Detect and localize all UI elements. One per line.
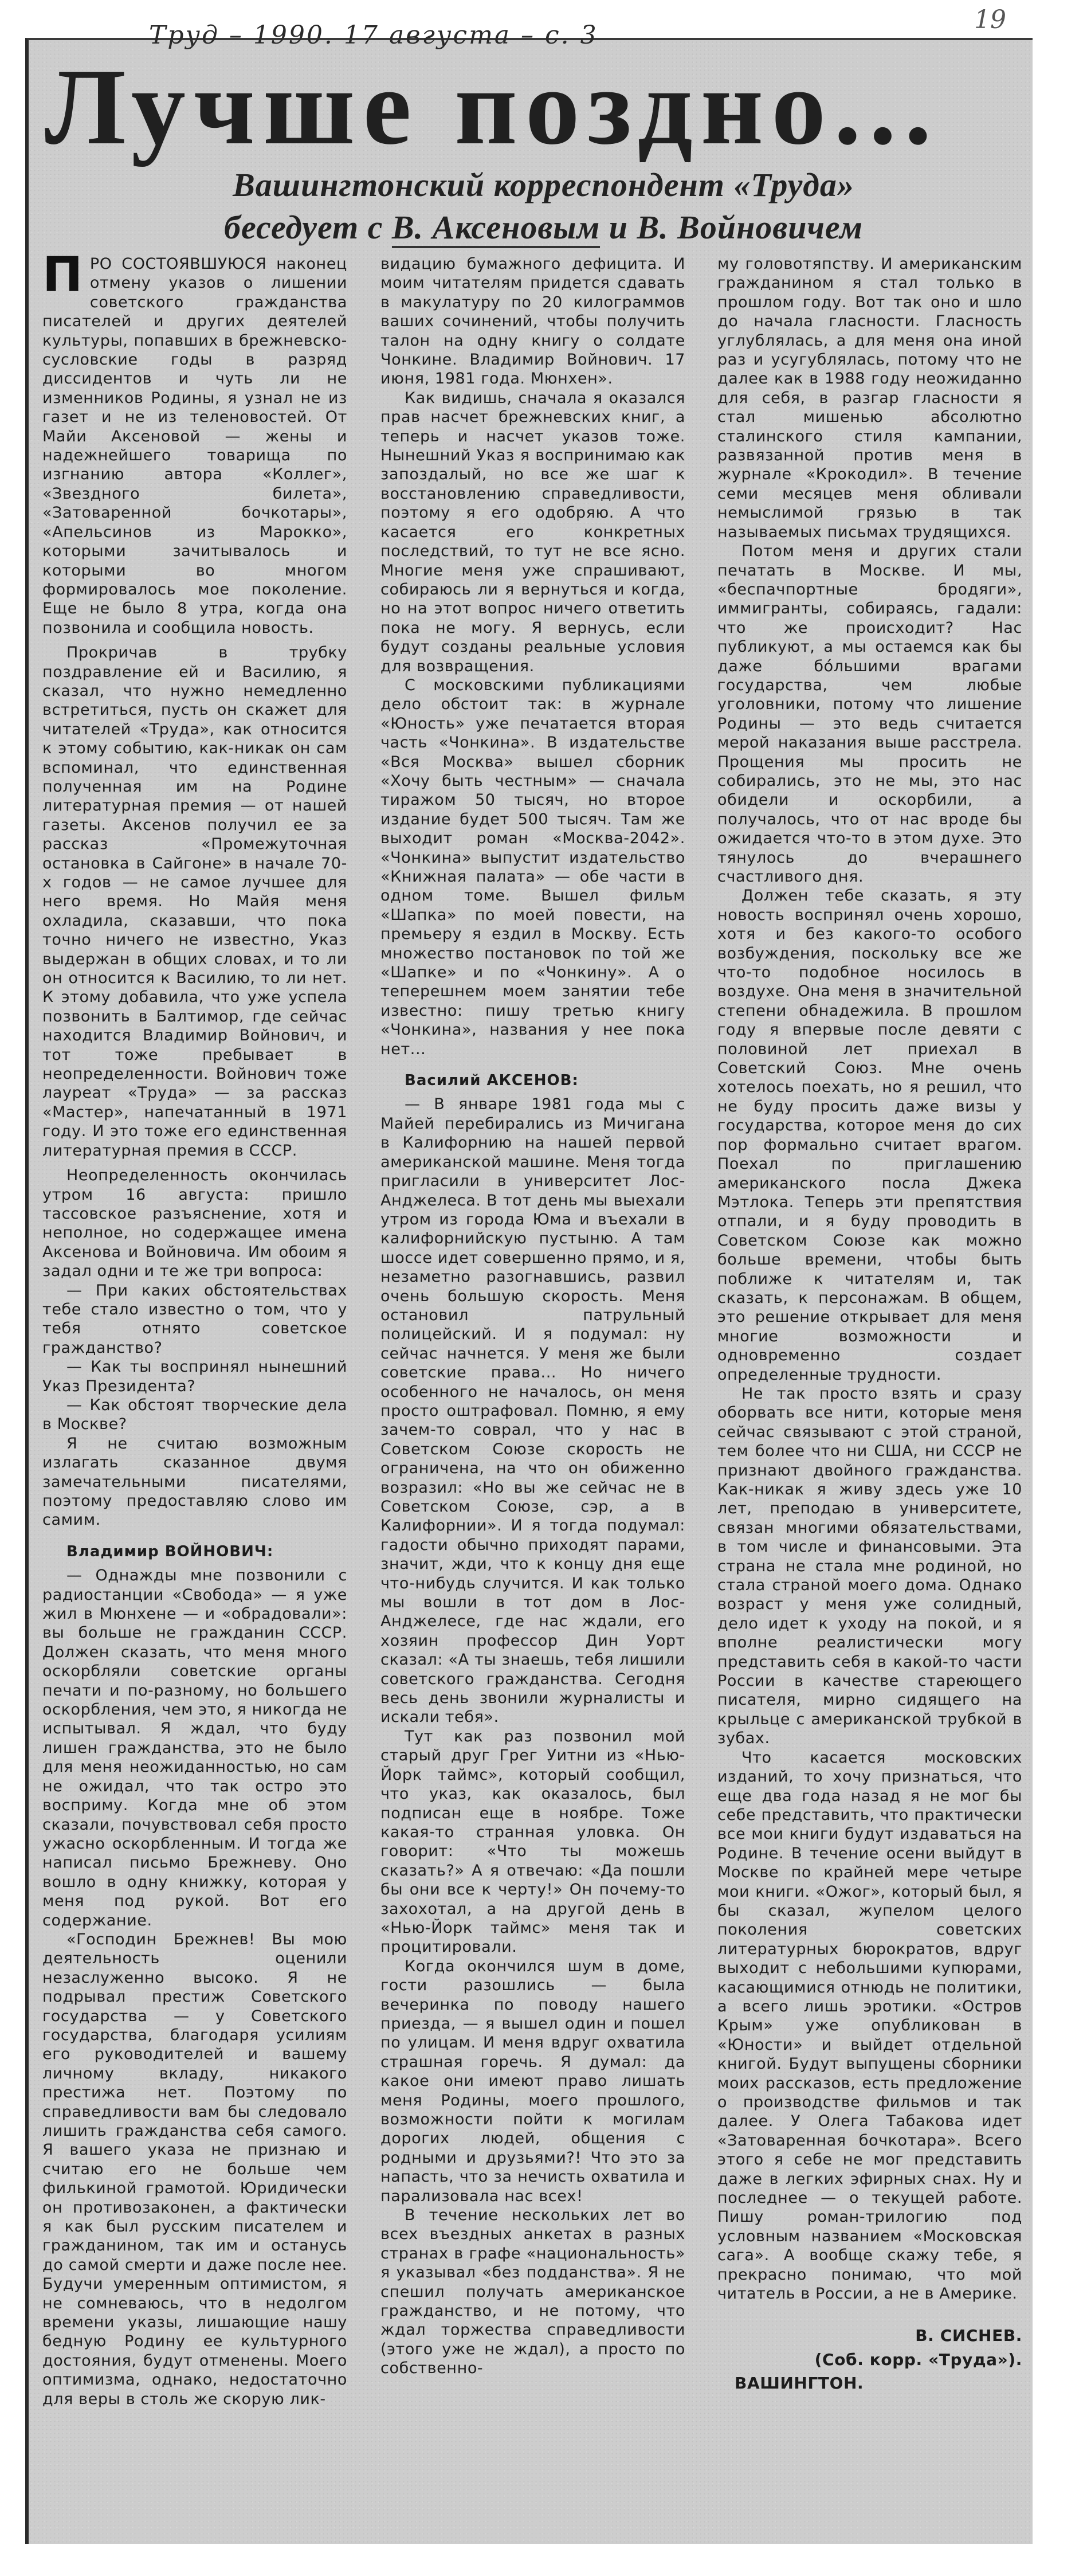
article-paragraph: С московскими публикациями дело обстоит так: в журнале «Юность» уже печатается вторая часть «Чонкина». В издательстве «Вся Москва» вышел сборник «Хочу быть честным» — сначала тиражом 50 тысяч, но второе издание будет 500 тысяч. Там же выходит роман «Москва-2042». «Чонкина» выпустит издательство «Книжная палата» — обе части в одном томе. Вышел фильм «Шапка» по моей повести, на премьеру я ездил в Москву. Есть множество постановок по той же «Шапке» и по «Чонкину». А о теперешнем моем занятии тебе известно: пишу третью книгу «Чонкина», названия у нее пока нет... [380, 676, 685, 1058]
article-paragraph: — Как обстоят творческие дела в Москве? [42, 1396, 347, 1434]
article-column-2 [380, 255, 685, 2539]
article-paragraph: видацию бумажного дефицита. И моим читателям придется сдавать в макулатуру по 20 килограммов ваших сочинений, чтобы получить талон на одну книгу о солдате Чонкине. Владимир Войнович. 17 июня, 1981 года. Мюнхен». [380, 255, 685, 388]
article-subheadline-line2 [0, 209, 1087, 246]
article-paragraph: — При каких обстоятельствах тебе стало известно о том, что у тебя отнято советское гражданство? [42, 1281, 347, 1357]
article-paragraph: Тут как раз позвонил мой старый друг Грег Уитни из «Нью-Йорк таймс», который сообщил, что указ, как оказалось, был подписан еще в ноябре. Тоже какая-то странная уловка. Он говорит: «Что ты можешь сказать?» А я отвечаю: «Да пошли бы они все к черту!» Он почему-то захохотал, а на другой день в «Нью-Йорк таймс» меня так и процитировали. [380, 1727, 685, 1956]
lead-paragraph-text: РО СОСТОЯВШУЮСЯ наконец отмену указов о лишении советского гражданства писателей и других деятелей культуры, попавших в брежневско-сусловские годы в разряд диссидентов и чуть ли не изменников Родины, я узнал не из газет и не из теленовостей. От Майи Аксеновой — жены и надежнейшего товарища по изгнанию автора «Коллег», «Звездного билета», «Затоваренной бочкотары», «Апельсинов из Марокко», которыми зачитывалось и которыми во многом формировалось мое поколение. Еще не было 8 утра, когда она позвонила и сообщила новость. [42, 255, 347, 637]
subheadline-suffix: и В. Войновичем [600, 209, 863, 246]
article-paragraph: Как видишь, сначала я оказался прав насчет брежневских книг, а теперь и насчет указов тоже. Нынешний Указ я воспринимаю как запоздалый, но все же шаг к восстановлению справедливости, поэтому я его одобряю. А что касается его конкретных последствий, то тут не все ясно. Многие меня уже спрашивают, собираюсь ли я вернуться и когда, но на этот вопрос ничего ответить пока не могу. Я вернусь, если будут созданы реальные условия для возвращения. [380, 389, 685, 675]
drop-cap: П [42, 255, 83, 303]
author-affiliation: (Соб. корр. «Труда»). [814, 2350, 1022, 2369]
article-paragraph: Потом меня и других стали печатать в Москве. И мы, «беспачпортные бродяги», иммигранты, собираясь, гадали: что же происходит? Нас публикуют, а мы остаемся как бы даже бóльшими врагами государства, чем любые уголовники, потому что лишение Родины — это ведь считается мерой наказания выше расстрела. Прощения мы просить не собирались, это не мы, это нас обидели и оскорбили, а получалось, что от нас вроде бы ожидается что-то в этом духе. Это тянулось до вчерашнего счастливого дня. [717, 542, 1022, 886]
article-paragraph: Что касается московских изданий, то хочу признаться, что еще два года назад я не мог бы себе представить, что практически все мои книги будут издаваться на Родине. В течение осени выйдут в Москве по крайней мере четыре мои книги. «Ожог», который был, я бы сказал, жупелом целого поколения советских литературных бюрократов, вдруг выходит с небольшими купюрами, касающимися отнюдь не политики, а всего лишь эротики. «Остров Крым» уже опубликован в «Юности» и выйдет отдельной книгой. Будут выпущены сборники моих рассказов, есть предложение о производстве фильмов и так далее. У Олега Табакова идет «Затоваренная бочкотара». Всего этого я себе не мог представить даже в легких эфирных снах. Ну и последнее — о текущей работе. Пишу роман-трилогию под условным названием «Московская сага». А вообще скажу тебе, я прекрасно понимаю, что мой читатель в России, а не в Америке. [717, 1748, 1022, 2303]
article-paragraph: — В январе 1981 года мы с Майей перебирались из Мичигана в Калифорнию на нашей первой американской машине. Меня тогда пригласили в университет Лос-Анджелеса. В тот день мы выехали утром из города Юма и въехали в калифорнийскую пустыню. А там шоссе идет совершенно прямо, и я, незаметно разогнавшись, развил очень большую скорость. Меня остановил патрульный полицейский. И я подумал: ну сейчас начнется. У меня же были советские права... Но ничего особенного не началось, он меня просто оштрафовал. Помню, я ему зачем-то соврал, что у нас в Советском Союзе скорость не ограничена, на что он обиженно возразил: «Но вы же сейчас не в Советском Союзе, сэр, а в Калифорнии». И я тогда подумал: гадости обычно приходят парами, значит, жди, что к концу дня еще что-нибудь случится. И как только мы вошли в тот дом в Лос-Анджелесе, где нас ждали, его хозяин профессор Дин Уорт сказал: «А ты знаешь, тебя лишили советского гражданства. Сегодня весь день звонили журналисты и искали тебя». [380, 1095, 685, 1727]
article-column-3 [717, 255, 1022, 2539]
subheadline-underlined-name: В. Аксеновым [392, 209, 600, 248]
article-subheadline-line1: Вашингтонский корреспондент «Труда» [233, 166, 854, 203]
speaker-heading: Василий АКСЕНОВ: [405, 1072, 579, 1090]
subheadline-prefix: беседует с [224, 209, 392, 246]
dateline: ВАШИНГТОН. [735, 2374, 864, 2393]
author-signature: В. СИСНЕВ. [915, 2326, 1022, 2346]
handwritten-margin-note: 19 [974, 5, 1006, 34]
article-paragraph: Не так просто взять и сразу оборвать все нити, которые меня сейчас связывают с этой страной, тем более что ни США, ни СССР не признают двойного гражданства. Как-никак я живу здесь уже 10 лет, преподаю в университете, связан многими обязательствами, в том числе и финансовыми. Эта страна не стала мне родиной, но стала страной моего дома. Однако возраст у меня уже солидный, дело идет к уходу на покой, и я вполне реалистически могу представить себя в какой-то части России в качестве стареющего писателя, мирно сидящего на крыльце с американской трубкой в зубах. [717, 1384, 1022, 1748]
article-paragraph: му головотяпству. И американским гражданином я стал только в прошлом году. Вот так оно и шло до начала гласности. Гласность углублялась, а для меня она иной раз и усугублялась, потому что не далее как в 1988 году неожиданно для себя, в разгар гласности я стал мишенью абсолютно сталинского стиля кампании, развязанной против меня в журнале «Крокодил». В течение семи месяцев меня обливали немыслимой грязью в так называемых письмах трудящихся. [717, 255, 1022, 541]
article-paragraph: В течение нескольких лет во всех въездных анкетах в разных странах в графе «национальность» я указывал «без подданства». Я не спешил получать американское гражданство, и не потому, что ждал торжества справедливости (этого уже не ждал), а просто по собственно- [380, 2206, 685, 2378]
article-paragraph: Должен тебе сказать, я эту новость воспринял очень хорошо, хотя и без какого-то особого возбуждения, поскольку все же что-то подобное носилось в воздухе. Она меня в значительной степени обнадежила. В прошлом году я впервые после девяти с половиной лет приехал в Советский Союз. Мне очень хотелось поехать, но я решил, что не буду просить даже визы у государства, которое меня до сих пор формально считает врагом. Поехал по приглашению американского посла Джека Мэтлока. Теперь эти препятствия отпали, и я буду проводить в Советском Союзе как можно больше времени, чтобы быть поближе к читателям и, так сказать, к персонажам. В общем, это решение открывает для меня многие возможности и одновременно создает определенные трудности. [717, 887, 1022, 1384]
article-paragraph: Неопределенность окончилась утром 16 августа: пришло тассовское разъяснение, хотя и неполное, но содержащее имена Аксенова и Войновича. Им обоим я задал одни и те же три вопроса: [42, 1166, 347, 1281]
article-paragraph: «Господин Брежнев! Вы мою деятельность оценили незаслуженно высоко. Я не подрывал престиж Советского государства — у Советского государства, благодаря усилиям его руководителей и вашему личному вкладу, никакого престижа нет. Поэтому по справедливости вам бы следовало лишить гражданства себя самого. Я вашего указа не признаю и считаю его не больше чем филькиной грамотой. Юридически он противозаконен, а фактически я как был русским писателем и гражданином, так им и останусь до самой смерти и даже после нее. Будучи умеренным оптимистом, я не сомневаюсь, что в недолгом времени указы, лишающие нашу бедную Родину ее культурного достояния, будут отменены. Моего оптимизма, однако, недостаточно для веры в столь же скорую лик- [42, 1930, 347, 2408]
article-headline: Лучше поздно... [45, 47, 940, 167]
article-paragraph: — Однажды мне позвонили с радиостанции «Свобода» — я уже жил в Мюнхене — и «обрадовали»: вы больше не гражданин СССР. Должен сказать, что меня много оскорбляли советские органы печати и по-разному, но большего оскорбления, чем это, я никогда не испытывал. Я ждал, что буду лишен гражданства, это не было для меня неожиданностью, но сам не ожидал, что так остро это восприму. Когда мне об этом сказали, почувствовал себя просто ужасно оскорбленным. И тогда же написал письмо Брежневу. Оно вошло в одну книжку, которая у меня под рукой. Вот его содержание. [42, 1567, 347, 1929]
speaker-heading: Владимир ВОЙНОВИЧ: [66, 1543, 274, 1560]
article-column-1 [42, 255, 347, 2539]
article-paragraph: Прокричав в трубку поздравление ей и Василию, я сказал, что нужно немедленно встретиться, пусть он скажет для читателей «Труда», как относится к этому событию, как-никак он сам вспоминал, что единственная полученная им на Родине литературная премия — от нашей газеты. Аксенов получил ее за рассказ «Промежуточная остановка в Сайгоне» в начале 70-х годов — не самое лучшее для него время. Но Майя меня охладила, сказавши, что пока точно ничего не известно, Указ выдержан в общих словах, и то ли он относится к Василию, то ли нет. К этому добавила, что уже успела позвонить в Балтимор, где сейчас находится Владимир Войнович, и тот тоже пребывает в неопределенности. Войнович тоже лауреат «Труда» — за рассказ «Мастер», напечатанный в 1971 году. И это тоже его единственная литературная премия в СССР. [42, 644, 347, 1160]
article-paragraph: Я не считаю возможным излагать сказанное двумя замечательными писателями, поэтому предоставляю слово им самим. [42, 1434, 347, 1529]
article-paragraph: — Как ты воспринял нынешний Указ Президента? [42, 1358, 347, 1395]
article-paragraph: Когда окончился шум в доме, гости разошлись — была вечеринка по поводу нашего приезда, — я вышел один и пошел по улицам. И меня вдруг охватила страшная горечь. Я думал: да какое они имеют право лишать меня Родины, моего прошлого, возможности пойти к могилам дорогих людей, общения с родными и друзьями?! Что это за напасть, что за нечисть охватила и парализовала нас всех! [380, 1957, 685, 2205]
handwritten-source-note: Труд – 1990. 17 августа – с. 3 [149, 21, 598, 50]
lead-paragraph [42, 255, 347, 637]
